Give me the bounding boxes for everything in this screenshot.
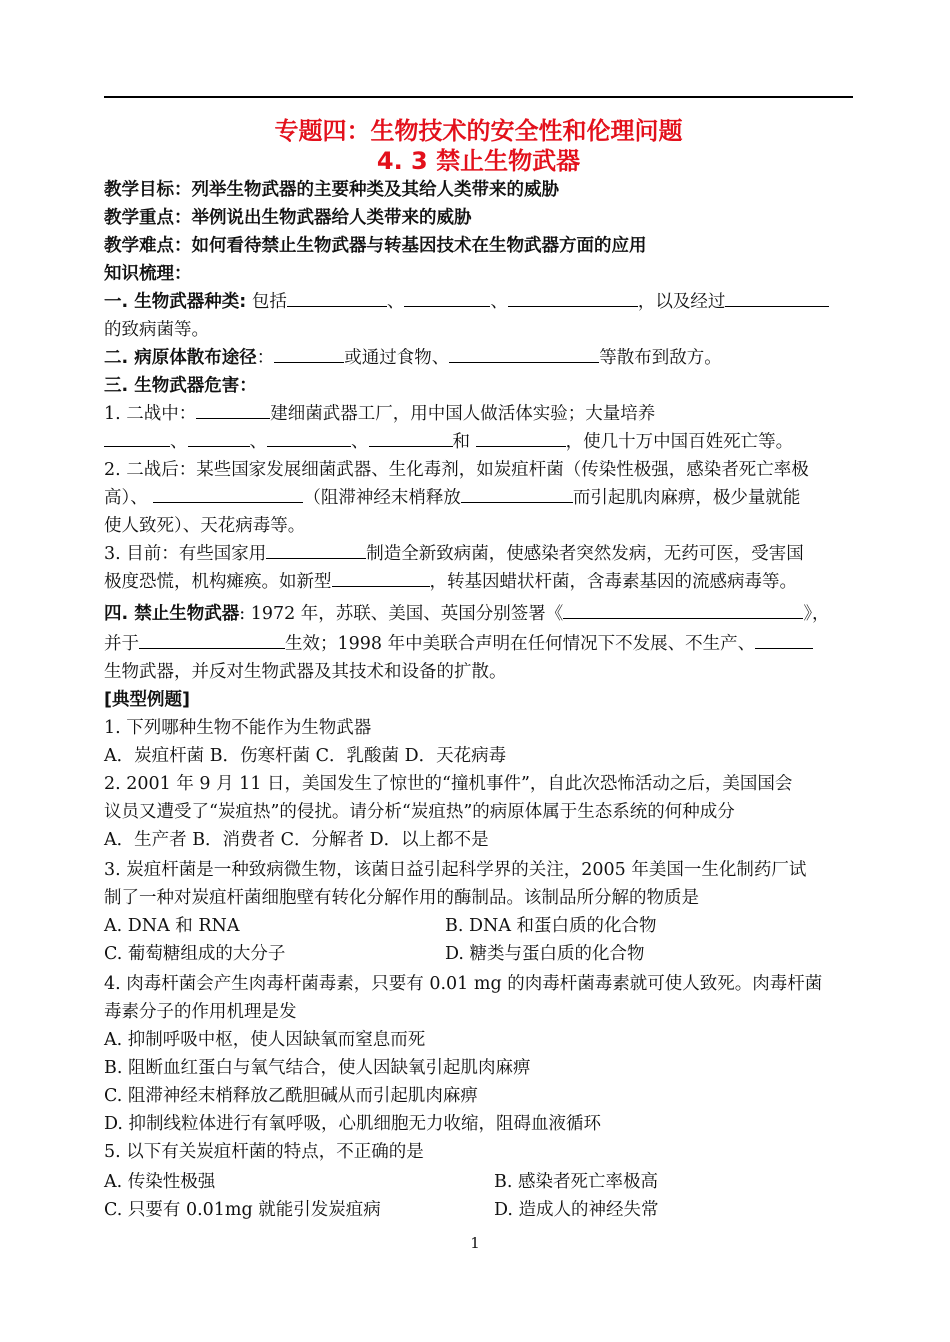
question-3-option-d: D. 糖类与蛋白质的化合物 <box>445 944 645 964</box>
section2-heading: 二. 病原体散布途径 <box>104 348 257 368</box>
section3-p2-line1: 2. 二战后：某些国家发展细菌武器、生化毒剂，如炭疽杆菌（传染性极强，感染者死亡率极 <box>104 460 809 480</box>
fill-blank[interactable] <box>104 430 170 447</box>
section3-p3-line1: 3. 目前：有些国家用 制造全新致病菌，使感染者突然发病，无药可医，受害国 <box>104 544 804 564</box>
section4-line1: 四. 禁止生物武器: 1972 年，苏联、美国、英国分别签署《 》， <box>104 604 830 624</box>
fill-blank[interactable] <box>266 542 366 559</box>
question-3-option-c: C. 葡萄糖组成的大分子 <box>104 944 286 964</box>
fill-blank[interactable] <box>476 430 566 447</box>
fill-blank[interactable] <box>508 290 638 307</box>
question-4-option-c: C. 阻滞神经末梢释放乙酰胆碱从而引起肌肉麻痹 <box>104 1086 478 1106</box>
question-3-option-b: B. DNA 和蛋白质的化合物 <box>445 916 657 936</box>
section4-heading: 四. 禁止生物武器 <box>104 604 240 624</box>
question-2-line1: 2. 2001 年 9 月 11 日，美国发生了惊世的“撞机事件”，自此次恐怖活动之后，美国国会 <box>104 774 793 794</box>
teaching-difficulty: 教学难点：如何看待禁止生物武器与转基因技术在生物武器方面的应用 <box>104 236 647 256</box>
section3-p2-line3: 使人致死）、天花病毒等。 <box>104 516 306 536</box>
question-2-line2: 议员又遭受了“炭疽热”的侵扰。请分析“炭疽热”的病原体属于生态系统的何种成分 <box>104 802 735 822</box>
examples-heading: [典型例题] <box>104 690 190 710</box>
question-5: 5. 以下有关炭疽杆菌的特点，不正确的是 <box>104 1142 424 1162</box>
question-5-option-c: C. 只要有 0.01mg 就能引发炭疽病 <box>104 1200 381 1220</box>
knowledge-review-heading: 知识梳理： <box>104 264 192 284</box>
fill-blank[interactable] <box>287 290 387 307</box>
section3-p1-line2: 、 、 、 和 ，使几十万中国百姓死亡等。 <box>104 430 856 454</box>
question-4-option-d: D. 抑制线粒体进行有氧呼吸，心肌细胞无力收缩，阻碍血液循环 <box>104 1114 602 1134</box>
question-3-option-a: A. DNA 和 RNA <box>104 916 240 936</box>
question-4-line2: 毒素分子的作用机理是发 <box>104 1002 297 1022</box>
fill-blank[interactable] <box>755 632 813 649</box>
question-1: 1. 下列哪种生物不能作为生物武器 <box>104 718 372 738</box>
question-5-option-a: A. 传染性极强 <box>104 1172 216 1192</box>
fill-blank[interactable] <box>369 430 453 447</box>
fill-blank[interactable] <box>188 430 250 447</box>
fill-blank[interactable] <box>449 346 599 363</box>
fill-blank[interactable] <box>461 486 573 503</box>
section1-line1: 一. 生物武器种类: 包括 、 、 ，以及经过 <box>104 290 856 314</box>
fill-blank[interactable] <box>267 430 351 447</box>
question-3-line2: 制了一种对炭疽杆菌细胞壁有转化分解作用的酶制品。该制品所分解的物质是 <box>104 888 699 908</box>
teaching-key-point: 教学重点：举例说出生物武器给人类带来的威胁 <box>104 208 472 228</box>
question-1-options: A．炭疽杆菌 B．伤寒杆菌 C．乳酸菌 D．天花病毒 <box>104 746 507 766</box>
fill-blank[interactable] <box>725 290 829 307</box>
fill-blank[interactable] <box>196 402 270 419</box>
section2-line: 二. 病原体散布途径： 或通过食物、 等散布到敌方。 <box>104 348 722 368</box>
section1-heading: 一. 生物武器种类: <box>104 292 247 312</box>
fill-blank[interactable] <box>332 570 430 587</box>
section3-p1-line1: 1. 二战中： 建细菌武器工厂，用中国人做活体实验；大量培养 <box>104 404 656 424</box>
question-4-line1: 4. 肉毒杆菌会产生肉毒杆菌毒素，只要有 0.01 mg 的肉毒杆菌毒素就可使人致死。肉毒杆菌 <box>104 974 823 994</box>
page-title: 专题四：生物技术的安全性和伦理问题 <box>274 117 683 145</box>
fill-blank[interactable] <box>139 632 285 649</box>
section4-line3: 生物武器，并反对生物武器及其技术和设备的扩散。 <box>104 662 507 682</box>
section3-p2-line2: 高）、 （阻滞神经末梢释放 而引起肌肉麻痹，极少量就能 <box>104 488 801 508</box>
page-number: 1 <box>470 1234 480 1252</box>
section3-p3-line2: 极度恐慌，机构瘫痪。如新型 ，转基因蜡状杆菌，含毒素基因的流感病毒等。 <box>104 572 797 592</box>
section1-line2: 的致病菌等。 <box>104 320 209 340</box>
fill-blank[interactable] <box>153 486 303 503</box>
section3-heading: 三. 生物武器危害： <box>104 376 257 396</box>
fill-blank[interactable] <box>274 346 344 363</box>
section4-line2: 并于 生效；1998 年中美联合声明在任何情况下不发展、不生产、 <box>104 632 856 656</box>
question-4-option-a: A. 抑制呼吸中枢，使人因缺氧而窒息而死 <box>104 1030 426 1050</box>
question-5-option-d: D. 造成人的神经失常 <box>494 1200 659 1220</box>
question-2-options: A．生产者 B．消费者 C．分解者 D．以上都不是 <box>104 830 489 850</box>
question-5-option-b: B. 感染者死亡率极高 <box>494 1172 658 1192</box>
header-rule <box>104 96 853 98</box>
question-4-option-b: B. 阻断血红蛋白与氧气结合，使人因缺氧引起肌肉麻痹 <box>104 1058 531 1078</box>
fill-blank[interactable] <box>563 602 803 619</box>
question-3-line1: 3. 炭疽杆菌是一种致病微生物，该菌日益引起科学界的关注，2005 年美国一生化制药厂试 <box>104 860 807 880</box>
section-title: 4. 3 禁止生物武器 <box>376 147 581 175</box>
fill-blank[interactable] <box>404 290 490 307</box>
teaching-goal: 教学目标：列举生物武器的主要种类及其给人类带来的威胁 <box>104 180 559 200</box>
